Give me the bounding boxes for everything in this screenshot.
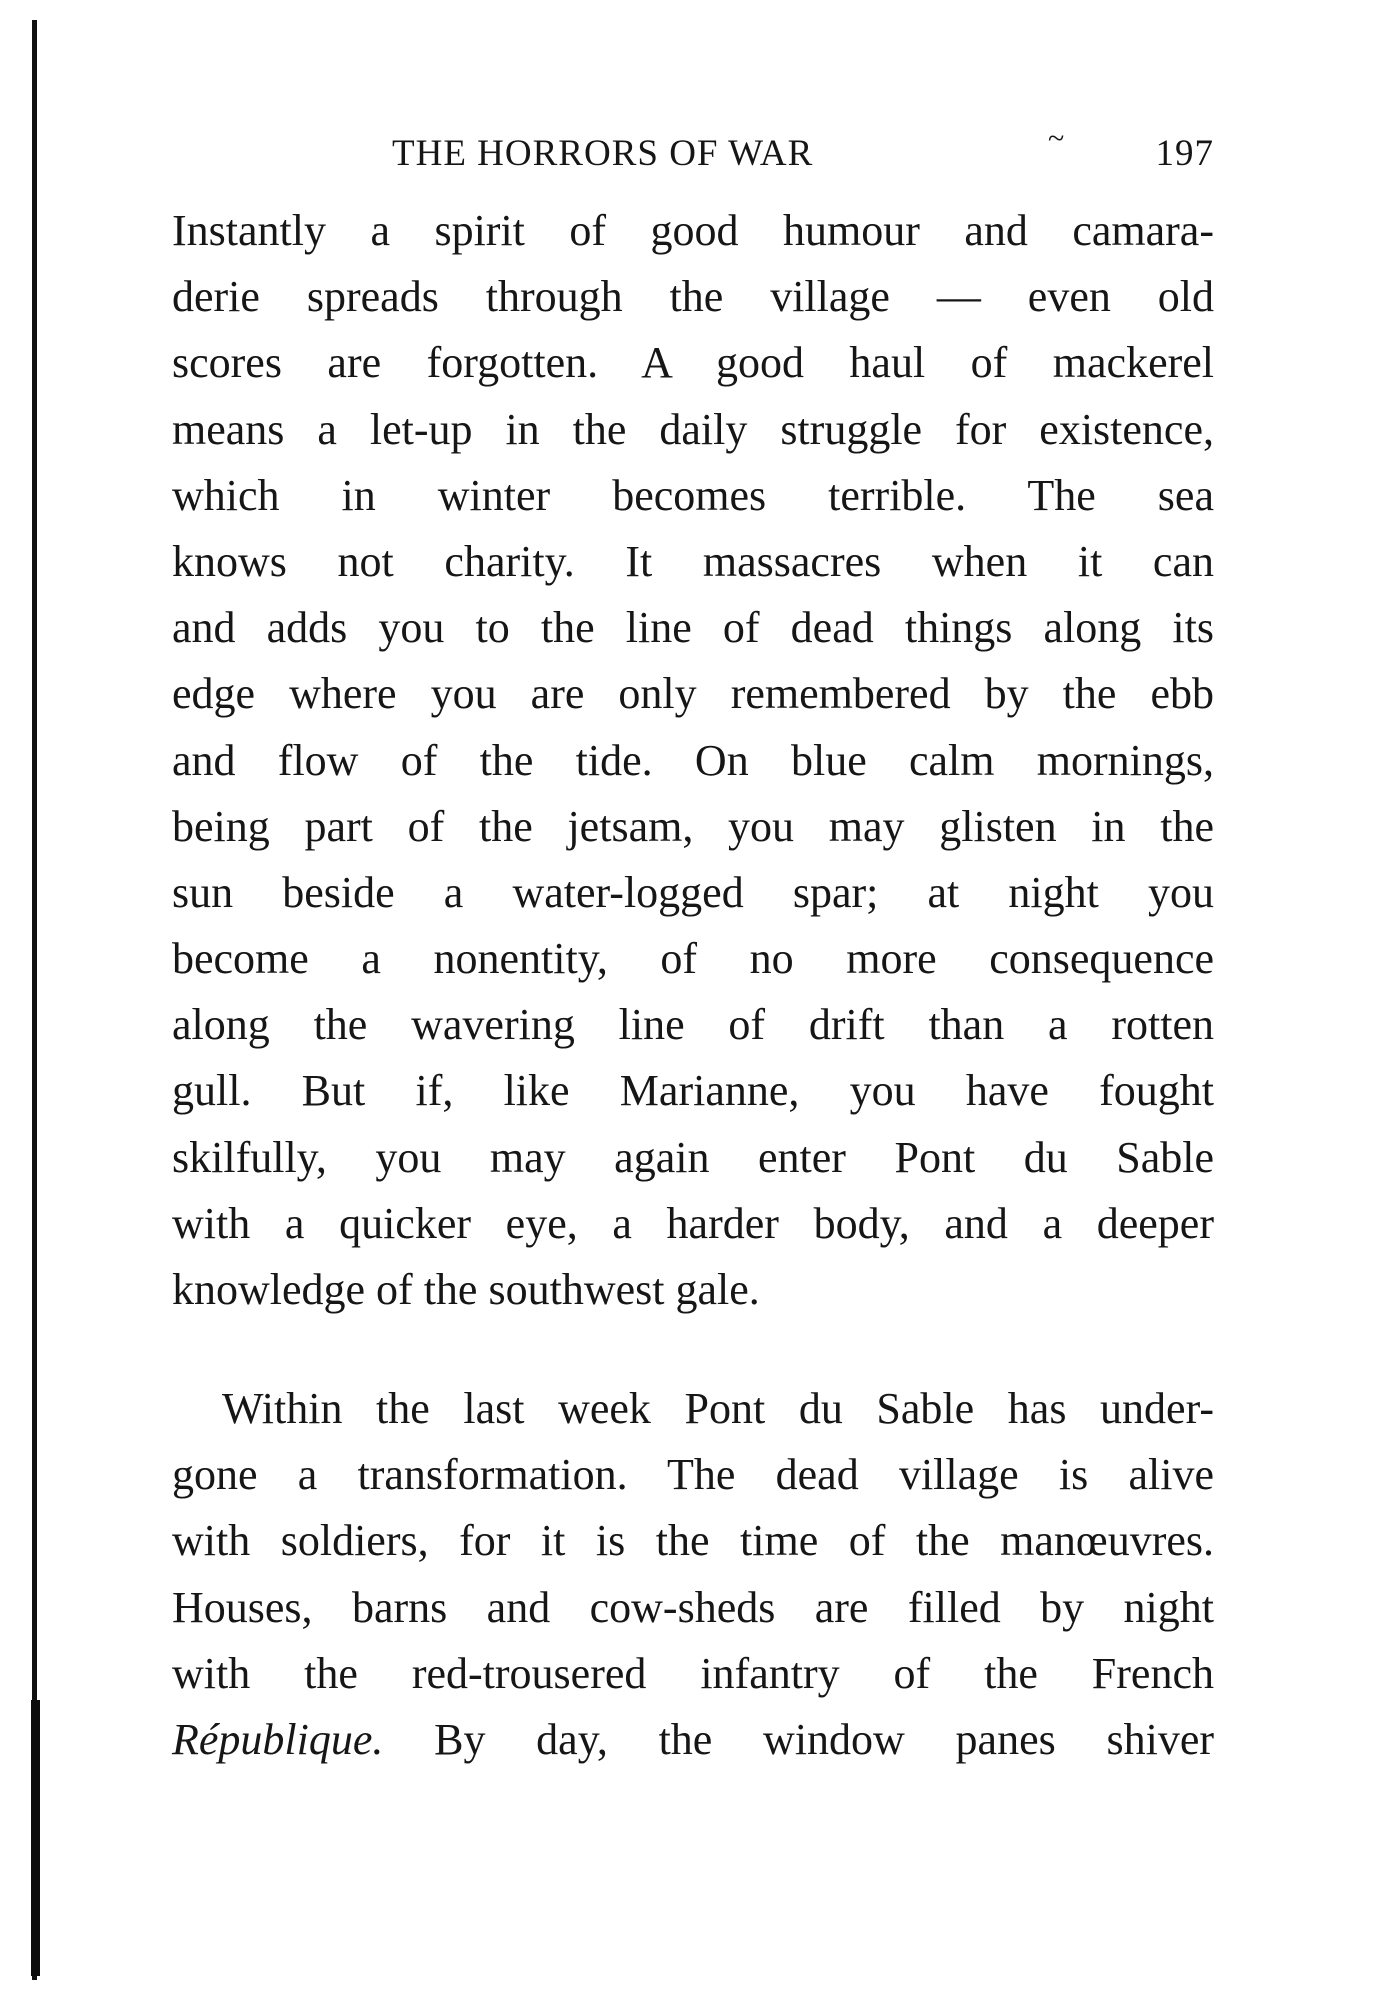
italic-word: République. [172, 1714, 384, 1764]
text-line: and adds you to the line of dead things along its [172, 603, 1214, 653]
paragraph-2 [172, 1376, 1214, 1773]
page-binding-shadow [31, 1700, 40, 1976]
text-line: means a let-up in the daily struggle for existence, [172, 404, 1214, 454]
text-line: Within the last week Pont du Sable has under- [222, 1384, 1214, 1433]
text-line-rest: By day, the window panes shiver [383, 1714, 1214, 1764]
text-line: with the red-trousered infantry of the French [172, 1648, 1214, 1698]
text-line: and flow of the tide. On blue calm mornings, [172, 735, 1214, 785]
text-line: gone a transformation. The dead village is alive [172, 1450, 1214, 1500]
text-line: skilfully, you may again enter Pont du Sable [172, 1132, 1214, 1182]
text-line: scores are forgotten. A good haul of mackerel [172, 338, 1214, 388]
text-line: gull. But if, like Marianne, you have fought [172, 1066, 1214, 1116]
text-line: which in winter becomes terrible. The sea [172, 470, 1214, 520]
running-head [392, 122, 1214, 180]
paragraph-1 [172, 198, 1214, 1323]
page-binding-edge [32, 20, 37, 1980]
text-line: knowledge of the southwest gale. [172, 1265, 760, 1314]
text-line: along the wavering line of drift than a rotten [172, 1000, 1214, 1050]
text-line-final [172, 1707, 1214, 1773]
text-line: derie spreads through the village — even old [172, 272, 1214, 322]
text-line: become a nonentity, of no more consequence [172, 934, 1214, 984]
text-line: sun beside a water-logged spar; at night you [172, 867, 1214, 917]
text-line: with soldiers, for it is the time of the manœuvres. [172, 1516, 1214, 1566]
header-ornament: ~ [1048, 122, 1066, 155]
text-line: being part of the jetsam, you may glisten in the [172, 801, 1214, 851]
text-line: Houses, barns and cow-sheds are filled by night [172, 1582, 1214, 1632]
text-line: knows not charity. It massacres when it can [172, 536, 1214, 586]
text-line: Instantly a spirit of good humour and camara- [172, 206, 1214, 255]
page-number: 197 [1155, 133, 1214, 174]
chapter-title: THE HORRORS OF WAR [392, 133, 814, 174]
text-line: edge where you are only remembered by the ebb [172, 669, 1214, 719]
text-line: with a quicker eye, a harder body, and a deeper [172, 1198, 1214, 1248]
